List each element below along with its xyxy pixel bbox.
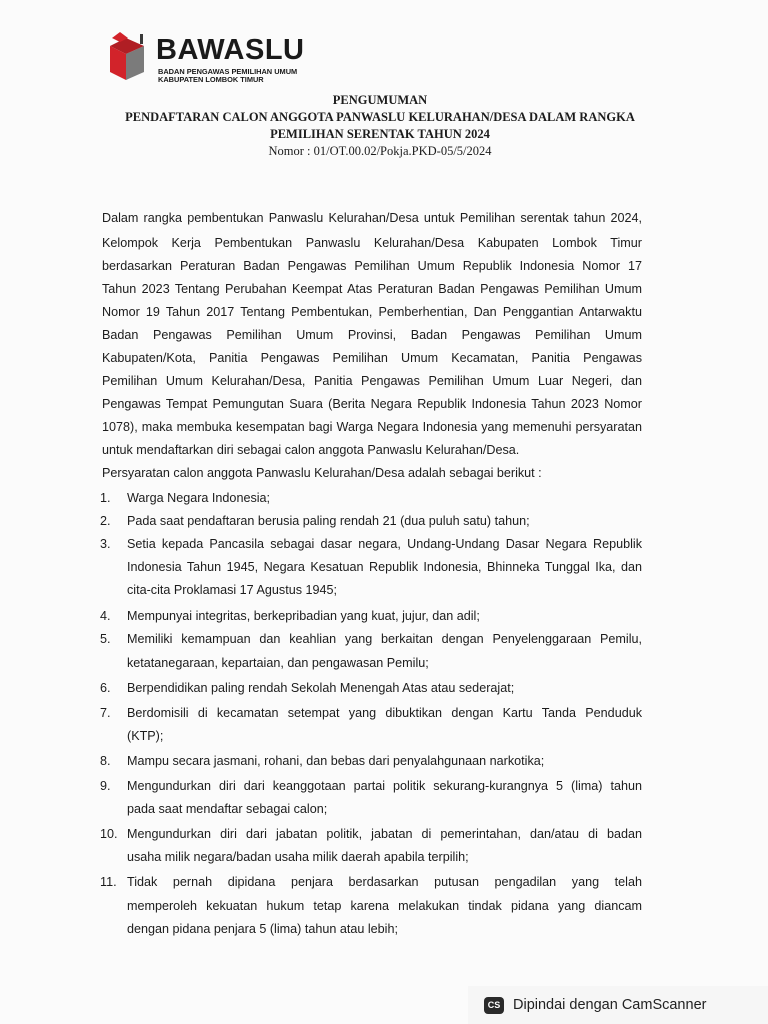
logo-subtitle-line1: BADAN PENGAWAS PEMILIHAN UMUM	[158, 67, 298, 76]
list-item-continuation: ketatanegaraan, kepartaian, dan pengawasan Pemilu;	[127, 656, 429, 670]
list-item: Berpendidikan paling rendah Sekolah Menengah Atas atau sederajat;	[127, 681, 515, 695]
intro-line: Nomor 19 Tahun 2017 Tentang Pembentukan, Pemberhentian, Dan Penggantian Antarwaktu	[102, 305, 642, 319]
logo-subtitle	[158, 68, 297, 85]
list-item: Tidak pernah dipidana penjara berdasarkan putusan pengadilan yang telah	[127, 875, 642, 889]
list-item-continuation: memperoleh kekuatan hukum tetap karena melakukan tindak pidana yang diancam	[127, 899, 642, 913]
list-item: Setia kepada Pancasila sebagai dasar negara, Undang-Undang Dasar Negara Republik	[127, 537, 642, 551]
camscanner-text: Dipindai dengan CamScanner	[513, 997, 707, 1013]
intro-line: Kabupaten/Kota, Panitia Pengawas Pemilihan Umum Kecamatan, Panitia Pengawas	[102, 351, 642, 365]
list-item: Mampu secara jasmani, rohani, dan bebas dari penyalahgunaan narkotika;	[127, 754, 545, 768]
list-item-number: 5.	[100, 632, 111, 646]
list-item: Mengundurkan diri dari keanggotaan partai politik sekurang-kurangnya 5 (lima) tahun	[127, 779, 642, 793]
intro-line: Badan Pengawas Pemilihan Umum Provinsi, Badan Pengawas Pemilihan Umum	[102, 328, 642, 342]
list-item-number: 10.	[100, 827, 118, 841]
list-item-continuation: pada saat mendaftar sebagai calon;	[127, 802, 328, 816]
list-item-continuation: (KTP);	[127, 729, 164, 743]
announcement-title-line1: PENDAFTARAN CALON ANGGOTA PANWASLU KELURAHAN/DESA DALAM RANGKA	[125, 110, 635, 124]
list-item: Mempunyai integritas, berkepribadian yang kuat, jujur, dan adil;	[127, 609, 480, 623]
intro-line: berdasarkan Peraturan Badan Pengawas Pemilihan Umum Republik Indonesia Nomor 17	[102, 259, 642, 273]
list-item-number: 7.	[100, 706, 111, 720]
logo-name: BAWASLU	[156, 34, 305, 66]
list-item-continuation: usaha milik negara/badan usaha milik daerah apabila terpilih;	[127, 850, 469, 864]
list-item: Berdomisili di kecamatan setempat yang dibuktikan dengan Kartu Tanda Penduduk	[127, 706, 642, 720]
list-item: Pada saat pendaftaran berusia paling rendah 21 (dua puluh satu) tahun;	[127, 514, 530, 528]
intro-line: Pemilihan Umum Kelurahan/Desa, Panitia Pengawas Pemilihan Umum Luar Negeri, dan	[102, 374, 642, 388]
camscanner-icon: CS	[484, 997, 504, 1014]
list-item-continuation: Indonesia Tahun 1945, Negara Kesatuan Republik Indonesia, Bhinneka Tunggal Ika, dan	[127, 560, 642, 574]
list-item-number: 6.	[100, 681, 111, 695]
bawaslu-emblem-icon	[106, 30, 154, 84]
bawaslu-logo	[106, 30, 326, 90]
list-item-number: 8.	[100, 754, 111, 768]
list-item-number: 11.	[100, 875, 117, 889]
list-item: Mengundurkan diri dari jabatan politik, jabatan di pemerintahan, dan/atau di badan	[127, 827, 642, 841]
list-item-number: 9.	[100, 779, 111, 793]
intro-line: Pengawas Tempat Pemungutan Suara (Berita Negara Republik Indonesia Tahun 2023 Nomor	[102, 397, 642, 411]
list-item-number: 1.	[100, 491, 111, 505]
list-item-continuation: cita-cita Proklamasi 17 Agustus 1945;	[127, 583, 338, 597]
requirements-intro: Persyaratan calon anggota Panwaslu Kelurahan/Desa adalah sebagai berikut :	[102, 466, 542, 480]
intro-line: Kelompok Kerja Pembentukan Panwaslu Kelurahan/Desa Kabupaten Lombok Timur	[102, 236, 642, 250]
list-item-number: 4.	[100, 609, 111, 623]
list-item: Warga Negara Indonesia;	[127, 491, 271, 505]
list-item-number: 2.	[100, 514, 111, 528]
announcement-number: Nomor : 01/OT.00.02/Pokja.PKD-05/5/2024	[268, 144, 492, 158]
announcement-title-line2: PEMILIHAN SERENTAK TAHUN 2024	[270, 127, 490, 141]
list-item-continuation: dengan pidana penjara 5 (lima) tahun atau lebih;	[127, 922, 398, 936]
intro-line: 1078), maka membuka kesempatan bagi Warga Negara Indonesia yang memenuhi persyaratan	[102, 420, 642, 434]
list-item: Memiliki kemampuan dan keahlian yang berkaitan dengan Penyelenggaraan Pemilu,	[127, 632, 642, 646]
logo-subtitle-line2: KABUPATEN LOMBOK TIMUR	[158, 75, 264, 85]
intro-line: Tahun 2023 Tentang Perubahan Keempat Atas Peraturan Badan Pengawas Pemilihan Umum	[102, 282, 642, 296]
list-item-number: 3.	[100, 537, 111, 551]
intro-line: untuk mendaftarkan diri sebagai calon anggota Panwaslu Kelurahan/Desa.	[102, 443, 520, 457]
camscanner-watermark	[468, 986, 768, 1024]
announcement-label: PENGUMUMAN	[332, 93, 428, 107]
intro-line: Dalam rangka pembentukan Panwaslu Kelurahan/Desa untuk Pemilihan serentak tahun 2024,	[102, 211, 642, 225]
